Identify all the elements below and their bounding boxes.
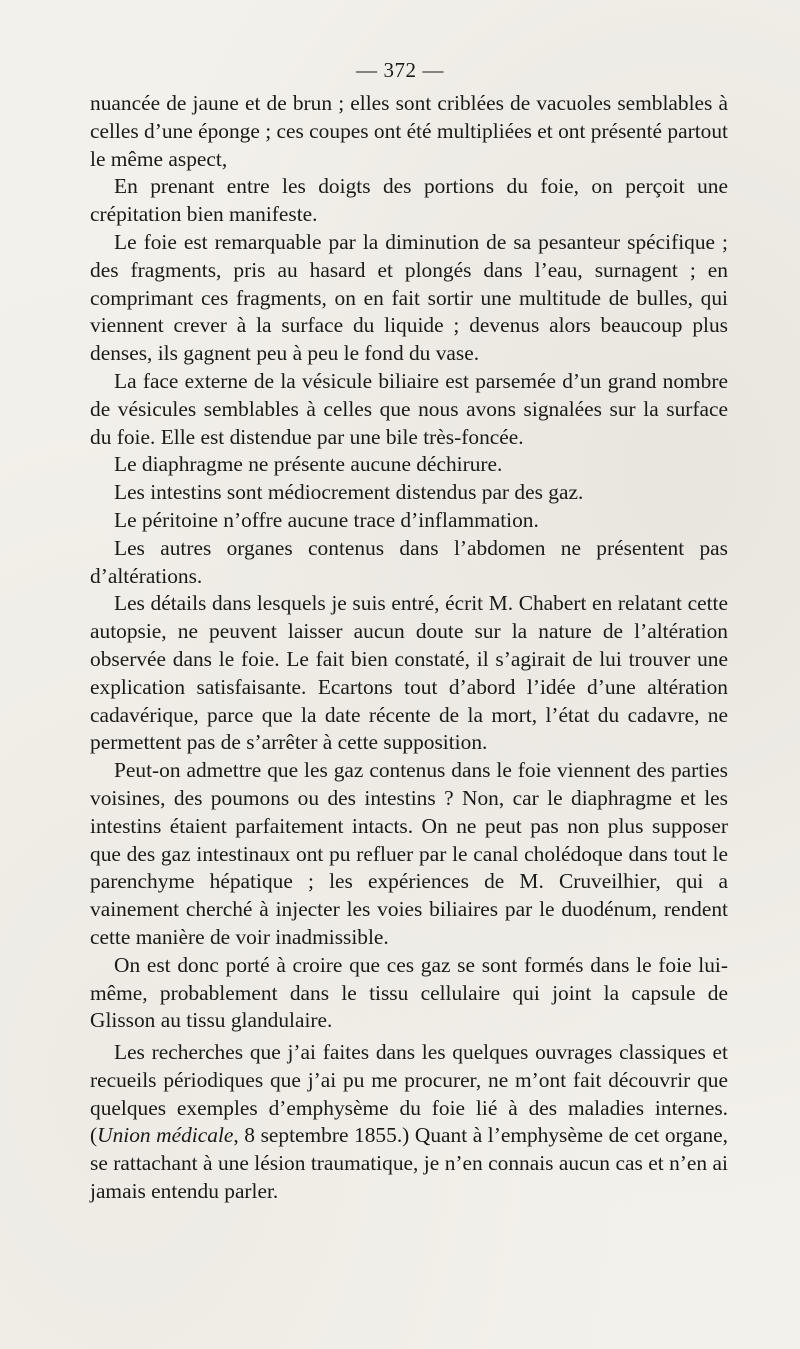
paragraph: Les autres organes contenus dans l’abdomen ne présentent pas d’altérations. [90,535,728,588]
paragraph: La face externe de la vésicule biliaire est parsemée d’un grand nombre de vésicules semblables à celles que nous avons signalées sur la surface du foie. Elle est distendue par une bile très-foncée. [90,368,728,449]
paragraph: Peut-on admettre que les gaz contenus dans le foie viennent des parties voisines, des poumons ou des intestins ? Non, car le diaphragme et les intestins étaient parfaitement intacts. On ne peut pas non plus supposer que des gaz intestinaux ont pu refluer par le canal cholédoque dans tout le parenchyme hépatique ; les expériences de M. Cruveilhier, qui a vainement cherché à injecter les voies biliaires par le duodénum, rendent cette manière de voir inadmissible. [90,758,728,949]
paragraph: En prenant entre les doigts des portions du foie, on perçoit une crépitation bien manifeste. [90,174,728,227]
paragraph: Le diaphragme ne présente aucune déchirure. [114,452,503,477]
page-number-dash-right: — [422,58,444,82]
paragraph: Le péritoine n’offre aucune trace d’inflammation. [114,507,539,532]
paragraph-continued: nuancée de jaune et de brun ; elles sont criblées de vacuoles semblables à celles d’une éponge ; ces coupes ont été multipliées et ont présenté partout le même aspect, [90,91,728,171]
paragraph-last-text-before: Les recherches que j’ai faites dans les quelques ouvrages classiques et recueils périodiques que j’ai pu me procurer, ne m’ont fait découvrir que quelques exemples d’emphysème du foie lié à des maladies internes. ( [90,1040,728,1148]
paragraph-last [90,1039,728,1206]
paragraph-last-text-after: , 8 septembre 1855.) Quant à l’emphysème de cet organe, se rattachant à une lésion traumatique, je n’en connais aucun cas et n’en ai jamais entendu parler. [90,1123,728,1204]
page-number [0,58,800,83]
citation-journal: Union médicale [97,1123,234,1148]
paragraph: Le foie est remarquable par la diminution de sa pesanteur spécifique ; des fragments, pris au hasard et plongés dans l’eau, surnagent ; en comprimant ces fragments, on en fait sortir une multitude de bulles, qui viennent crever à la surface du liquide ; devenus alors beaucoup plus denses, ils gagnent peu à peu le fond du vase. [90,229,728,366]
page-number-dash-left: — [356,58,378,82]
paragraph: Les détails dans lesquels je suis entré, écrit M. Chabert en relatant cette autopsie, ne peuvent laisser aucun doute sur la nature de l’altération observée dans le foie. Le fait bien constaté, il s’agirait de lui trouver une explication satisfaisante. Ecartons tout d’abord l’idée d’une altération cadavérique, parce que la date récente de la mort, l’état du cadavre, ne permettent pas de s’arrêter à cette supposition. [90,591,728,755]
body-text [90,90,728,1206]
paragraph: On est donc porté à croire que ces gaz se sont formés dans le foie lui-même, probablement dans le tissu cellulaire qui joint la capsule de Glisson au tissu glandulaire. [90,952,728,1033]
paragraph: Les intestins sont médiocrement distendus par des gaz. [114,480,584,505]
page-number-value: 372 [383,58,417,82]
